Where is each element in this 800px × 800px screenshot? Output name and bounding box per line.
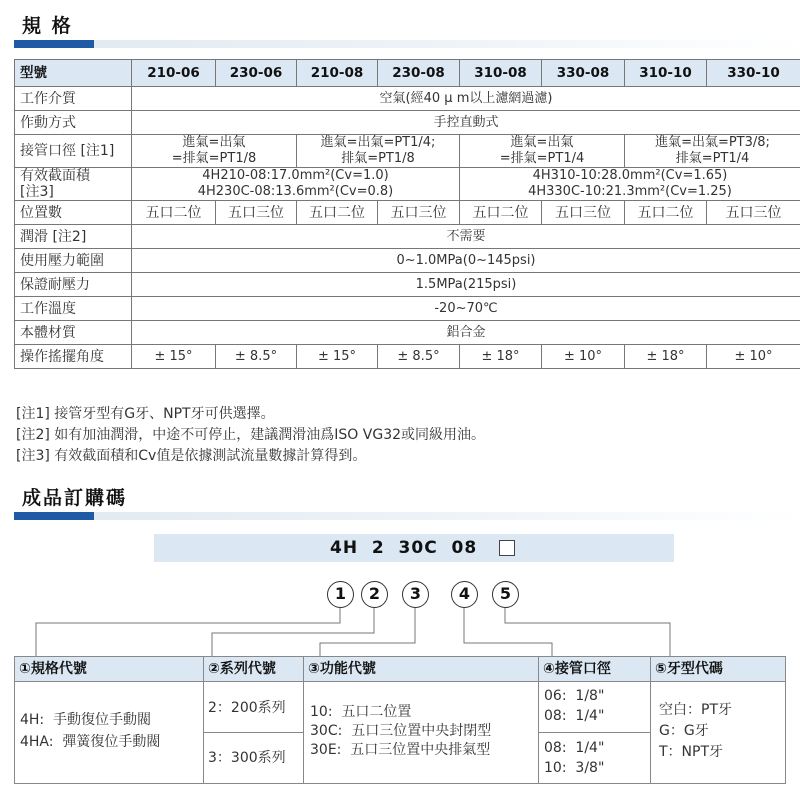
area-line: 4H310-10:28.0mm²(Cv=1.65)	[532, 168, 728, 183]
label-operation: 作動方式	[15, 111, 132, 135]
label-port: 接管口徑 [注1]	[15, 135, 132, 168]
port-code-line: 06: 1/8"	[544, 688, 605, 704]
value-proof-pressure: 1.5MPa(215psi)	[132, 273, 800, 297]
order-cell-spec	[14, 681, 204, 784]
order-header-thread: ⑤牙型代碼	[650, 656, 786, 682]
label-area-note: [注3]	[20, 184, 54, 200]
value-positions: 五口二位	[132, 201, 216, 225]
port-line: 進氣=出氣=PT1/4;	[320, 135, 436, 150]
port-line: 排氣=PT1/4	[675, 151, 750, 166]
order-header-port: ④接管口徑	[538, 656, 651, 682]
circle-1: 1	[327, 581, 354, 608]
header-model-230-06: 230-06	[216, 60, 297, 87]
order-cell-port-top	[538, 681, 651, 733]
value-swing: ± 8.5°	[378, 345, 460, 369]
header-model-230-08: 230-08	[378, 60, 460, 87]
area-line: 4H210-08:17.0mm²(Cv=1.0)	[202, 168, 389, 183]
order-cell-series-top	[203, 681, 304, 733]
port-code-line: 10: 3/8"	[544, 760, 605, 776]
value-material: 鋁合金	[132, 321, 800, 345]
spec-section-title: 規 格	[22, 15, 73, 37]
function-code-line: 10: 五口二位置	[310, 704, 412, 720]
circle-4: 4	[451, 581, 478, 608]
port-line: 進氣=出氣	[510, 135, 574, 150]
note-1: [注1] 接管牙型有G牙、NPT牙可供選擇。	[16, 406, 275, 422]
circle-2: 2	[361, 581, 388, 608]
value-temperature: -20~70℃	[132, 297, 800, 321]
port-code-line: 08: 1/4"	[544, 740, 605, 756]
thread-code-line: G：G牙	[659, 723, 709, 739]
series-code-line: 2：200系列	[208, 700, 286, 716]
header-model: 型號	[15, 60, 132, 87]
port-line: =排氣=PT1/8	[171, 151, 257, 166]
order-header-function: ③功能代號	[303, 656, 539, 682]
series-code-line: 3：300系列	[208, 750, 286, 766]
area-line: 4H230C-08:13.6mm²(Cv=0.8)	[197, 184, 394, 199]
note-3: [注3] 有效截面積和Cv值是依據測試流量數據計算得到。	[16, 448, 367, 464]
label-temperature: 工作溫度	[15, 297, 132, 321]
order-cell-function	[303, 681, 539, 784]
header-model-310-08: 310-08	[460, 60, 542, 87]
thread-code-line: 空白：PT牙	[659, 702, 732, 718]
label-area-line: 有效截面積	[20, 168, 90, 184]
port-line: =排氣=PT1/4	[499, 151, 585, 166]
value-swing: ± 8.5°	[216, 345, 297, 369]
label-material: 本體材質	[15, 321, 132, 345]
value-swing: ± 10°	[542, 345, 625, 369]
value-swing: ± 15°	[297, 345, 378, 369]
function-code-line: 30C: 五口三位置中央封閉型	[310, 723, 492, 739]
label-proof-pressure: 保證耐壓力	[15, 273, 132, 297]
order-header-spec: ①規格代號	[14, 656, 204, 682]
header-model-330-08: 330-08	[542, 60, 625, 87]
order-section-title: 成品訂購碼	[22, 487, 128, 509]
header-model-210-08: 210-08	[297, 60, 378, 87]
value-lubrication: 不需要	[132, 225, 800, 249]
order-code: 4H 2 30C 08	[330, 538, 478, 558]
spec-code-line: 4HA: 彈簧復位手動閥	[20, 734, 161, 750]
order-cell-series-bottom	[203, 732, 304, 784]
label-positions: 位置數	[15, 201, 132, 225]
label-pressure-range: 使用壓力範圍	[15, 249, 132, 273]
header-model-210-06: 210-06	[132, 60, 216, 87]
value-swing: ± 15°	[132, 345, 216, 369]
area-line: 4H330C-10:21.3mm²(Cv=1.25)	[528, 184, 732, 199]
function-code-line: 30E: 五口三位置中央排氣型	[310, 742, 491, 758]
note-2: [注2] 如有加油潤滑，中途不可停止，建議潤滑油爲ISO VG32或同級用油。	[16, 427, 486, 443]
port-line: 進氣=出氣	[182, 135, 246, 150]
label-medium: 工作介質	[15, 87, 132, 111]
port-line: 排氣=PT1/8	[341, 151, 415, 166]
port-code-line: 08: 1/4"	[544, 708, 605, 724]
value-medium: 空氣(經40 μ m以上濾網過濾)	[132, 87, 800, 111]
header-model-310-10: 310-10	[625, 60, 707, 87]
label-swing: 操作搖擺角度	[15, 345, 132, 369]
order-cell-port-bottom	[538, 732, 651, 784]
value-positions: 五口二位	[297, 201, 378, 225]
order-cell-thread	[650, 681, 786, 784]
value-pressure-range: 0~1.0MPa(0~145psi)	[132, 249, 800, 273]
circle-3: 3	[402, 581, 429, 608]
header-model-330-10: 330-10	[707, 60, 800, 87]
value-positions: 五口三位	[378, 201, 460, 225]
value-swing: ± 18°	[625, 345, 707, 369]
label-lubrication: 潤滑 [注2]	[15, 225, 132, 249]
value-operation: 手控直動式	[132, 111, 800, 135]
thread-code-line: T：NPT牙	[659, 744, 724, 760]
value-swing: ± 18°	[460, 345, 542, 369]
order-header-series: ②系列代號	[203, 656, 304, 682]
value-swing: ± 10°	[707, 345, 800, 369]
circle-5: 5	[492, 581, 519, 608]
value-positions: 五口三位	[707, 201, 800, 225]
value-positions: 五口二位	[625, 201, 707, 225]
value-positions: 五口三位	[216, 201, 297, 225]
port-line: 進氣=出氣=PT3/8;	[655, 135, 770, 150]
value-positions: 五口三位	[542, 201, 625, 225]
spec-code-line: 4H: 手動復位手動閥	[20, 712, 152, 728]
value-positions: 五口二位	[460, 201, 542, 225]
